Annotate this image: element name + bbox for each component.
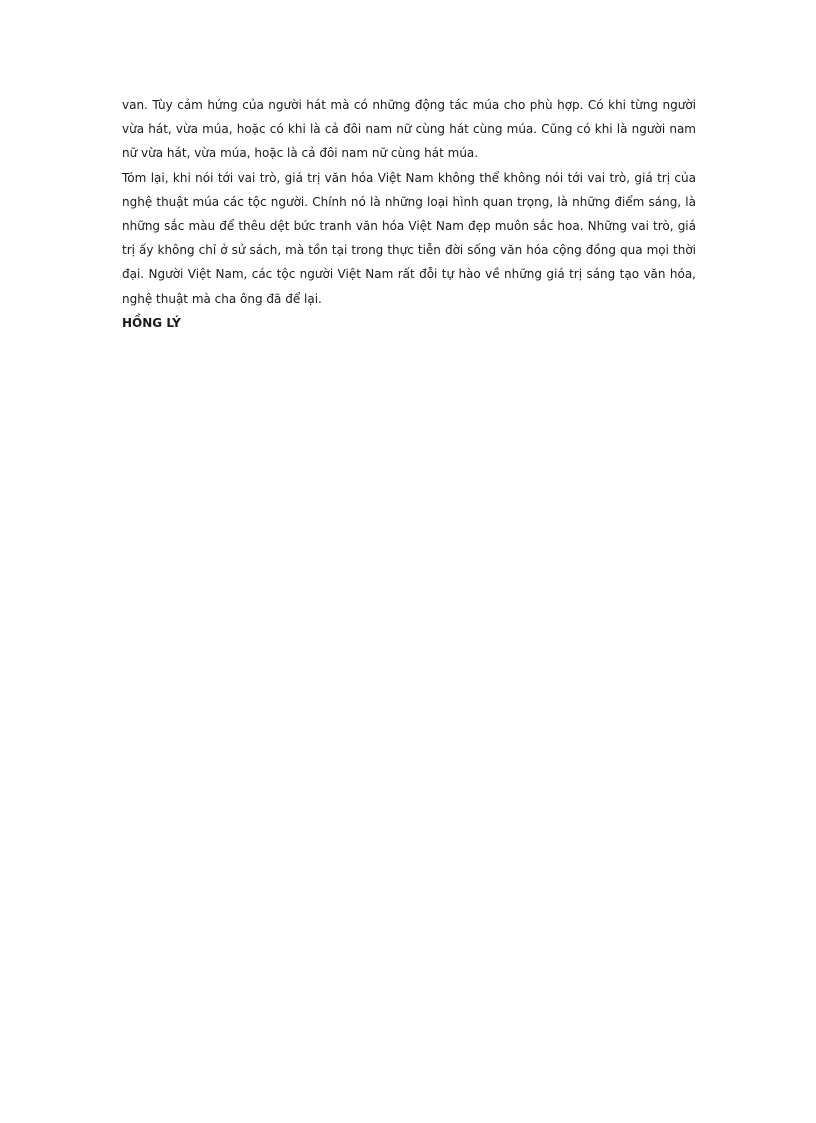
author-signature: HỒNG LÝ [122, 315, 181, 330]
article-body [122, 93, 696, 335]
paragraph-1: van. Tùy cảm hứng của người hát mà có những động tác múa cho phù hợp. Có khi từng người vừa hát, vừa múa, hoặc có khi là cả đôi nam nữ cùng hát cùng múa. Cũng có khi là người nam nữ vừa hát, vừa múa, hoặc là cả đôi nam nữ cùng hát múa. [122, 98, 696, 161]
paragraph-2: Tóm lại, khi nói tới vai trò, giá trị văn hóa Việt Nam không thể không nói tới vai trò, giá trị của nghệ thuật múa các tộc người. Chính nó là những loại hình quan trọng, là những điểm sáng, là những sắc màu để thêu dệt bức tranh văn hóa Việt Nam đẹp muôn sắc hoa. Những vai trò, giá trị ấy không chỉ ở sử sách, mà tồn tại trong thực tiễn đời sống văn hóa cộng đồng qua mọi thời đại. Người Việt Nam, các tộc người Việt Nam rất đỗi tự hào về những giá trị sáng tạo văn hóa, nghệ thuật mà cha ông đã để lại. [122, 170, 696, 306]
